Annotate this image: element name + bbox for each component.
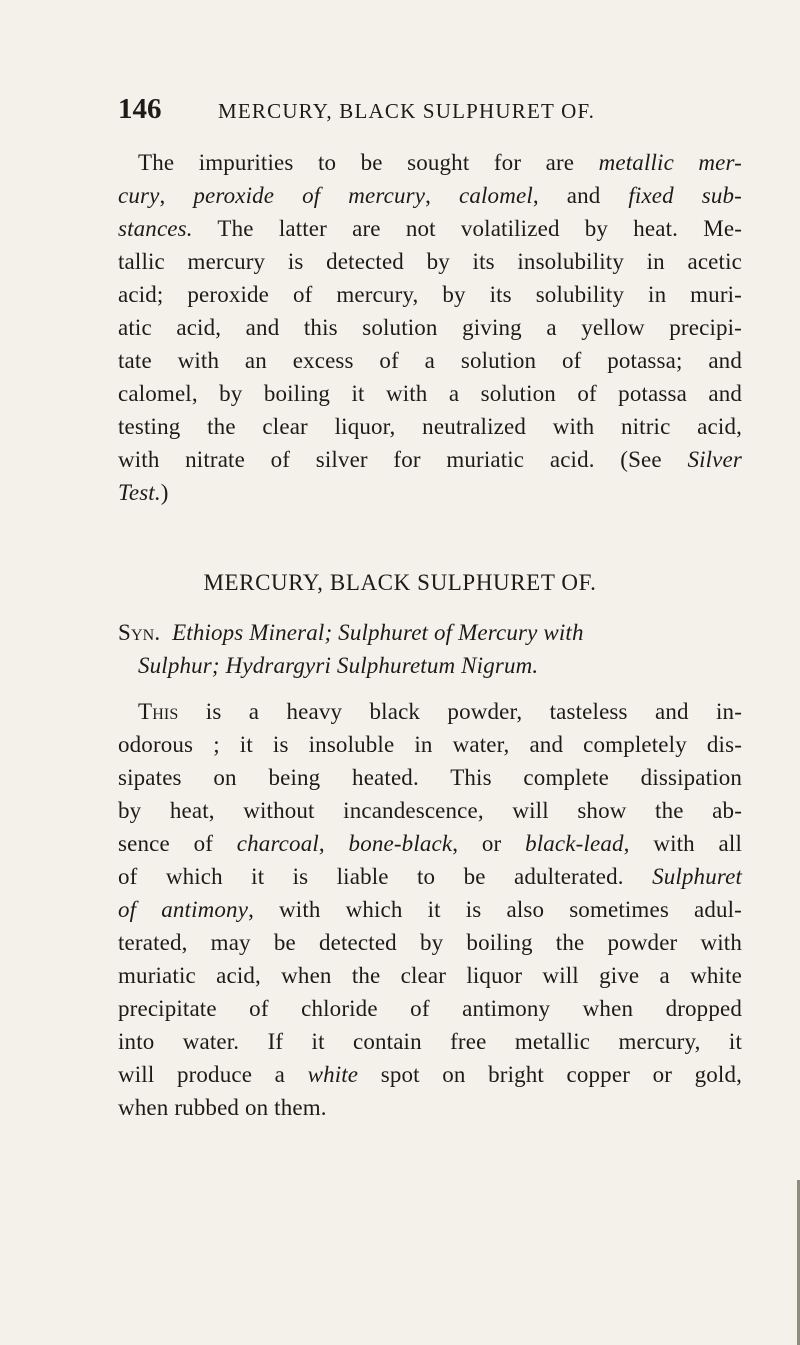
text-line [118,827,742,860]
text-run: , [159,183,194,208]
running-head [118,94,738,128]
running-title: MERCURY, BLACK SULPHURET OF. [218,99,596,123]
text-line [118,616,742,649]
text-line [118,212,742,245]
text-line [118,860,742,893]
text-line: terated, may be detected by boiling the powder with [118,930,742,955]
text-line: muriatic acid, when the clear liquor will give a white [118,963,742,988]
text-line: testing the clear liquor, neutralized with nitric acid, [118,414,742,439]
text-run: will produce a [118,1062,308,1087]
text-run: , with all [623,831,742,856]
italic-run: cury [118,183,160,208]
synonyms-label: Syn. [118,620,161,645]
text-run: , or [452,831,526,856]
text-line: odorous ; it is insoluble in water, and completely dis- [118,732,742,757]
italic-run: Sulphur; Hydrargyri Sulphuretum Nigrum. [138,653,539,678]
text-line: when rubbed on them. [118,1095,327,1120]
text-line [118,893,742,926]
text-run: , [318,831,349,856]
text-line [118,1058,742,1091]
text-run: The impurities to be sought for are [138,150,599,175]
italic-run: stances. [118,216,193,241]
text-line: tate with an excess of a solution of potassa; and [118,348,742,373]
text-line [118,649,742,682]
text-line: into water. If it contain free metallic mercury, it [118,1029,742,1054]
text-run: sence of [118,831,237,856]
italic-run: Ethiops Mineral; Sulphuret of Mercury with [172,620,584,645]
italic-run: peroxide of mercury [193,183,426,208]
italic-run: charcoal [236,831,319,856]
text-run: spot on bright copper or gold, [358,1062,742,1087]
text-line: by heat, without incandescence, will show the ab- [118,798,742,823]
italic-run: fixed sub- [628,183,742,208]
text-line [118,443,742,476]
synonyms [118,616,742,682]
text-line: acid; peroxide of mercury, by its solubility in muri- [118,282,742,307]
text-run: , [425,183,459,208]
text-run: is a heavy black powder, tasteless and in- [178,699,742,724]
text-line: tallic mercury is detected by its insolubility in acetic [118,249,742,274]
text-run: ) [160,480,169,505]
text-run: The latter are not volatilized by heat. Me- [192,216,742,241]
italic-run: metallic mer- [598,150,742,175]
text-run: of which it is liable to be adulterated. [118,864,653,889]
page-number: 146 [118,93,162,125]
text-line [118,146,742,179]
italic-run: white [307,1062,359,1087]
italic-run: bone-black [348,831,453,856]
text-line: atic acid, and this solution giving a yellow precipi- [118,315,742,340]
text-run: , with which it is also sometimes adul- [248,897,742,922]
italic-run: black-lead [525,831,624,856]
description-paragraph [118,695,742,1124]
text-line: calomel, by boiling it with a solution of potassa and [118,381,742,406]
italic-run: of antimony [118,897,249,922]
italic-run: Test. [118,480,161,505]
italic-run: Silver [687,447,742,472]
italic-run: Sulphuret [652,864,742,889]
text-run: , and [532,183,629,208]
text-line: sipates on being heated. This complete dissipation [118,765,742,790]
small-caps-run: This [138,699,179,724]
text-line [118,476,742,509]
text-line [118,695,742,728]
italic-run: calomel [459,183,533,208]
text-line: precipitate of chloride of antimony when dropped [118,996,742,1021]
section-heading: MERCURY, BLACK SULPHURET OF. [203,570,597,595]
text-line [118,179,742,212]
impurities-paragraph [118,146,742,509]
text-run: with nitrate of silver for muriatic acid. (See [118,447,688,472]
